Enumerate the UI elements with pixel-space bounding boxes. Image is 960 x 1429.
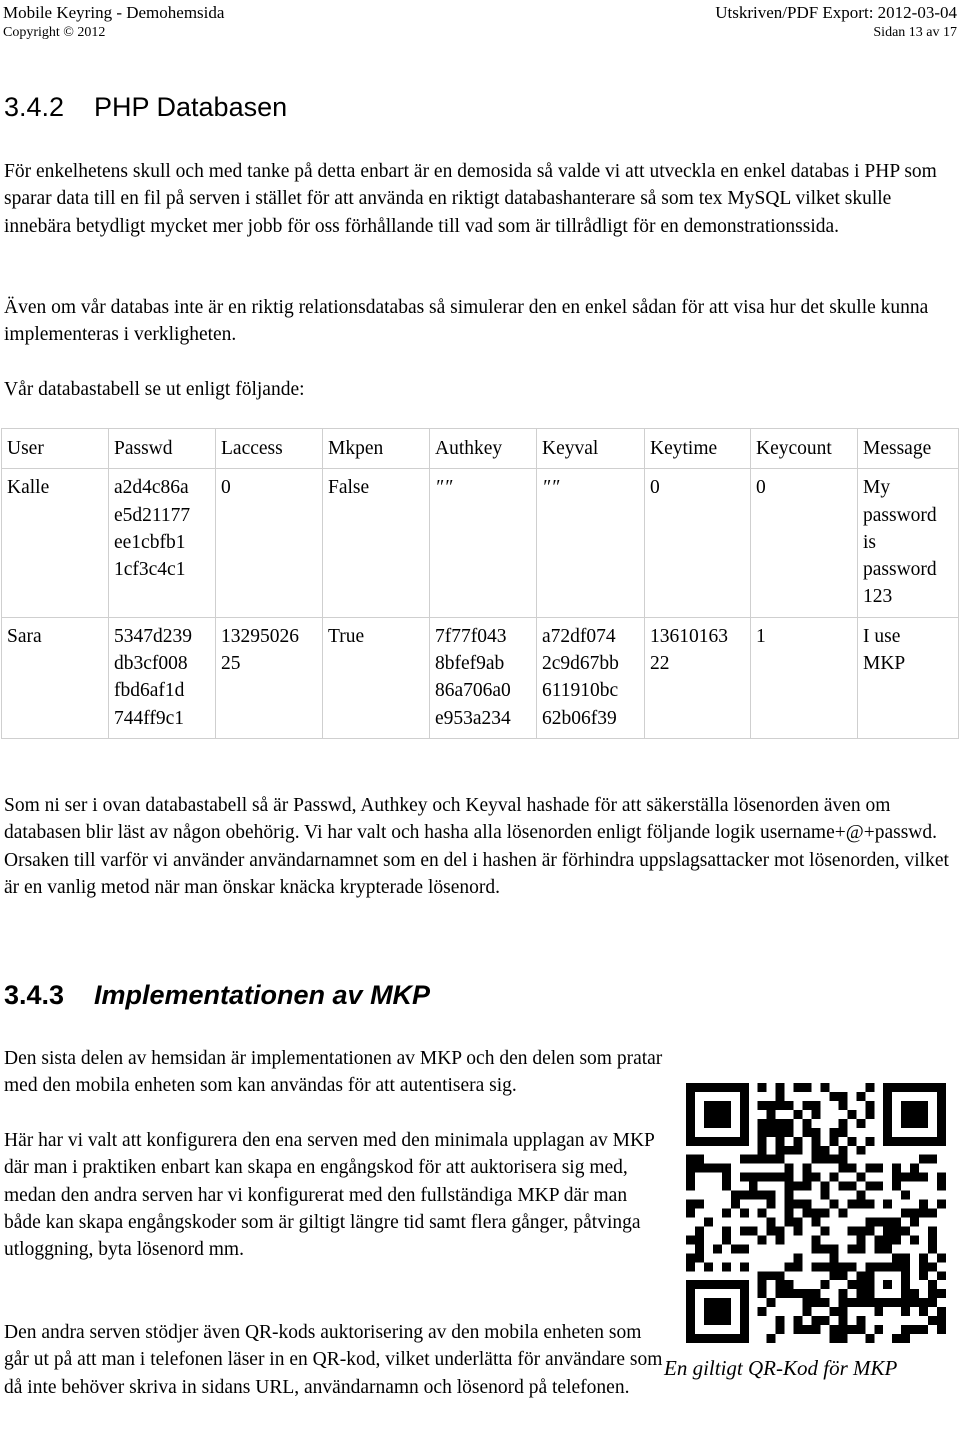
col-header: User	[2, 429, 109, 469]
col-header: Keycount	[751, 429, 858, 469]
table-cell: 13295026 25	[216, 617, 323, 738]
section-number: 3.4.2	[4, 92, 65, 122]
table-cell: 1	[751, 617, 858, 738]
table-cell: a72df074 2c9d67bb 611910bc 62b06f39	[537, 617, 645, 738]
col-header: Keytime	[645, 429, 751, 469]
paragraph-mkp-config: Här har vi valt att konfigurera den ena serven med den minimala upplagan av MKP där man i praktiken enbart kan skapa en engångskod för att auktorisera sig med, medan den andra serven har vi konfigurerat med den fullständiga MKP där man både kan skapa engångskoder som är giltigt längre tid samt flera gånger, påtvinga utloggning, byta lösenord mm.	[4, 1130, 655, 1261]
table-cell: Kalle	[2, 469, 109, 617]
paragraph-qr-auth: Den andra serven stödjer även QR-kods auktorisering av den mobila enheten som går ut på att man i telefonen läser in en QR-kod, vilket underlätta för användare som då inte behöver skriva in sidans URL, användarnamn och lösenord på telefonen.	[4, 1322, 663, 1398]
doc-title: Mobile Keyring - Demohemsida	[3, 3, 225, 22]
col-header: Mkpen	[323, 429, 430, 469]
paragraph-hashing: Som ni ser i ovan databastabell så är Passwd, Authkey och Keyval hashade för att säkerställa lösenorden även om databasen blir läst av någon obehörig. Vi har valt och hasha alla lösenorden enligt följande logik username+@+passwd. Orsaken till varför vi använder användarnamnet som en del i hashen är förhindra uppslagsattacker mot lösenorden, vilket är en vanlig metod när man önskar knäcka krypterade lösenord.	[4, 795, 949, 898]
copyright: Copyright © 2012	[3, 25, 106, 40]
table-row	[2, 469, 959, 617]
paragraph-relational: Även om vår databas inte är en riktig relationsdatabas så simulerar den en enkel sådan för att visa hur det skulle kunna implementeras i verkligheten.	[4, 297, 929, 346]
table-cell: 7f77f043 8bfef9ab 86a706a0 e953a234	[430, 617, 537, 738]
table-cell: My password is password 123	[858, 469, 959, 617]
export-info: Utskriven/PDF Export: 2012-03-04	[715, 3, 957, 22]
section-number: 3.4.3	[4, 980, 65, 1010]
table-row	[2, 617, 959, 738]
paragraph-intro: För enkelhetens skull och med tanke på detta enbart är en demosida så valde vi att utveckla en enkel databas i PHP som sparar data till en fil på serven i stället för att använda en riktigt databashanterare så som tex MySQL vilket skulle innebära betydligt mycket mer jobb för oss förhållande till vad som är tillrådligt för en demonstrationssida.	[4, 161, 937, 237]
qr-code-image	[686, 1083, 946, 1343]
table-cell: ″″	[430, 469, 537, 617]
database-table	[1, 428, 959, 739]
section-heading-342	[4, 92, 287, 123]
col-header: Keyval	[537, 429, 645, 469]
section-title: PHP Databasen	[94, 92, 288, 122]
paragraph-table-intro: Vår databastabell se ut enligt följande:	[4, 379, 305, 400]
table-cell: False	[323, 469, 430, 617]
table-cell: Sara	[2, 617, 109, 738]
paragraph-mkp-intro: Den sista delen av hemsidan är implementationen av MKP och den delen som pratar med den mobila enheten som kan användas för att autentisera sig.	[4, 1048, 663, 1097]
table-cell: ″″	[537, 469, 645, 617]
table-header-row	[2, 429, 959, 469]
table-cell: 0	[645, 469, 751, 617]
col-header: Authkey	[430, 429, 537, 469]
col-header: Laccess	[216, 429, 323, 469]
table-cell: a2d4c86a e5d21177 ee1cbfb1 1cf3c4c1	[109, 469, 216, 617]
col-header: Message	[858, 429, 959, 469]
table-cell: 0	[751, 469, 858, 617]
table-cell: I use MKP	[858, 617, 959, 738]
table-cell: 0	[216, 469, 323, 617]
page-info: Sidan 13 av 17	[873, 25, 957, 40]
section-heading-343	[4, 980, 430, 1011]
section-title: Implementationen av MKP	[94, 980, 431, 1010]
qr-caption: En giltigt QR-Kod för MKP	[664, 1356, 898, 1380]
table-cell: 13610163 22	[645, 617, 751, 738]
table-cell: True	[323, 617, 430, 738]
col-header: Passwd	[109, 429, 216, 469]
table-cell: 5347d239 db3cf008 fbd6af1d 744ff9c1	[109, 617, 216, 738]
